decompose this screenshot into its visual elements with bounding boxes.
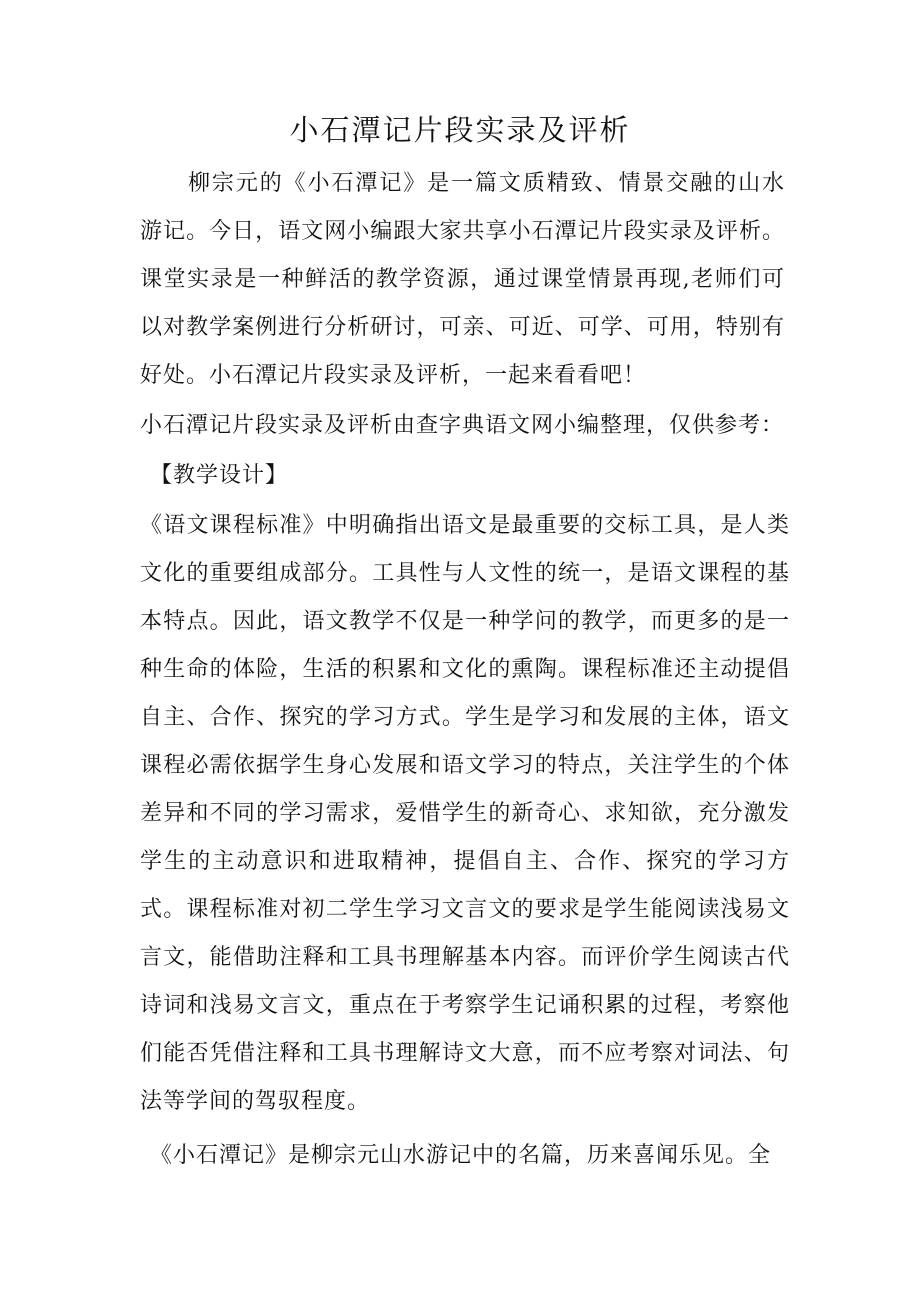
source-note-paragraph: 小石潭记片段实录及评析由查字典语文网小编整理，仅供参考： — [140, 413, 785, 438]
intro-paragraph: 柳宗元的《小石潭记》是一篇文质精致、情景交融的山水游记。今日，语文网小编跟大家共享小石潭记片段实录及评析。课堂实录是一种鲜活的教学资源，通过课堂情景再现,老师们可以对教学案例进行分析研讨，可亲、可近、可学、可用，特别有好处。小石潭记片段实录及评析，一起来看看吧！ — [140, 171, 785, 388]
document-title: 小石潭记片段实录及评析 — [289, 113, 631, 147]
section-heading: 【教学设计】 — [150, 463, 289, 488]
text-intro-paragraph: 《小石潭记》是柳宗元山水游记中的名篇，历来喜闻乐见。全 — [150, 1143, 772, 1168]
teaching-design-paragraph: 《语文课程标准》中明确指出语文是最重要的交标工具，是人类文化的重要组成部分。工具性与人文性的统一，是语文课程的基本特点。因此，语文教学不仅是一种学问的教学，而更多的是一种生命的体险，生活的积累和文化的熏陶。课程标准还主动提倡自主、合作、探究的学习方式。学生是学习和发展的主体，语文课程必需依据学生身心发展和语文学习的特点，关注学生的个体差异和不同的学习需求，爱惜学生的新奇心、求知欲，充分激发学生的主动意识和进取精神，提倡自主、合作、探究的学习方式。课程标准对初二学生学习文言文的要求是学生能阅读浅易文言文，能借助注释和工具书理解基本内容。而评价学生阅读古代诗词和浅易文言文，重点在于考察学生记诵积累的过程，考察他们能否凭借注释和工具书理解诗文大意，而不应考察对词法、句法等学间的驾驭程度。 — [140, 513, 790, 1114]
